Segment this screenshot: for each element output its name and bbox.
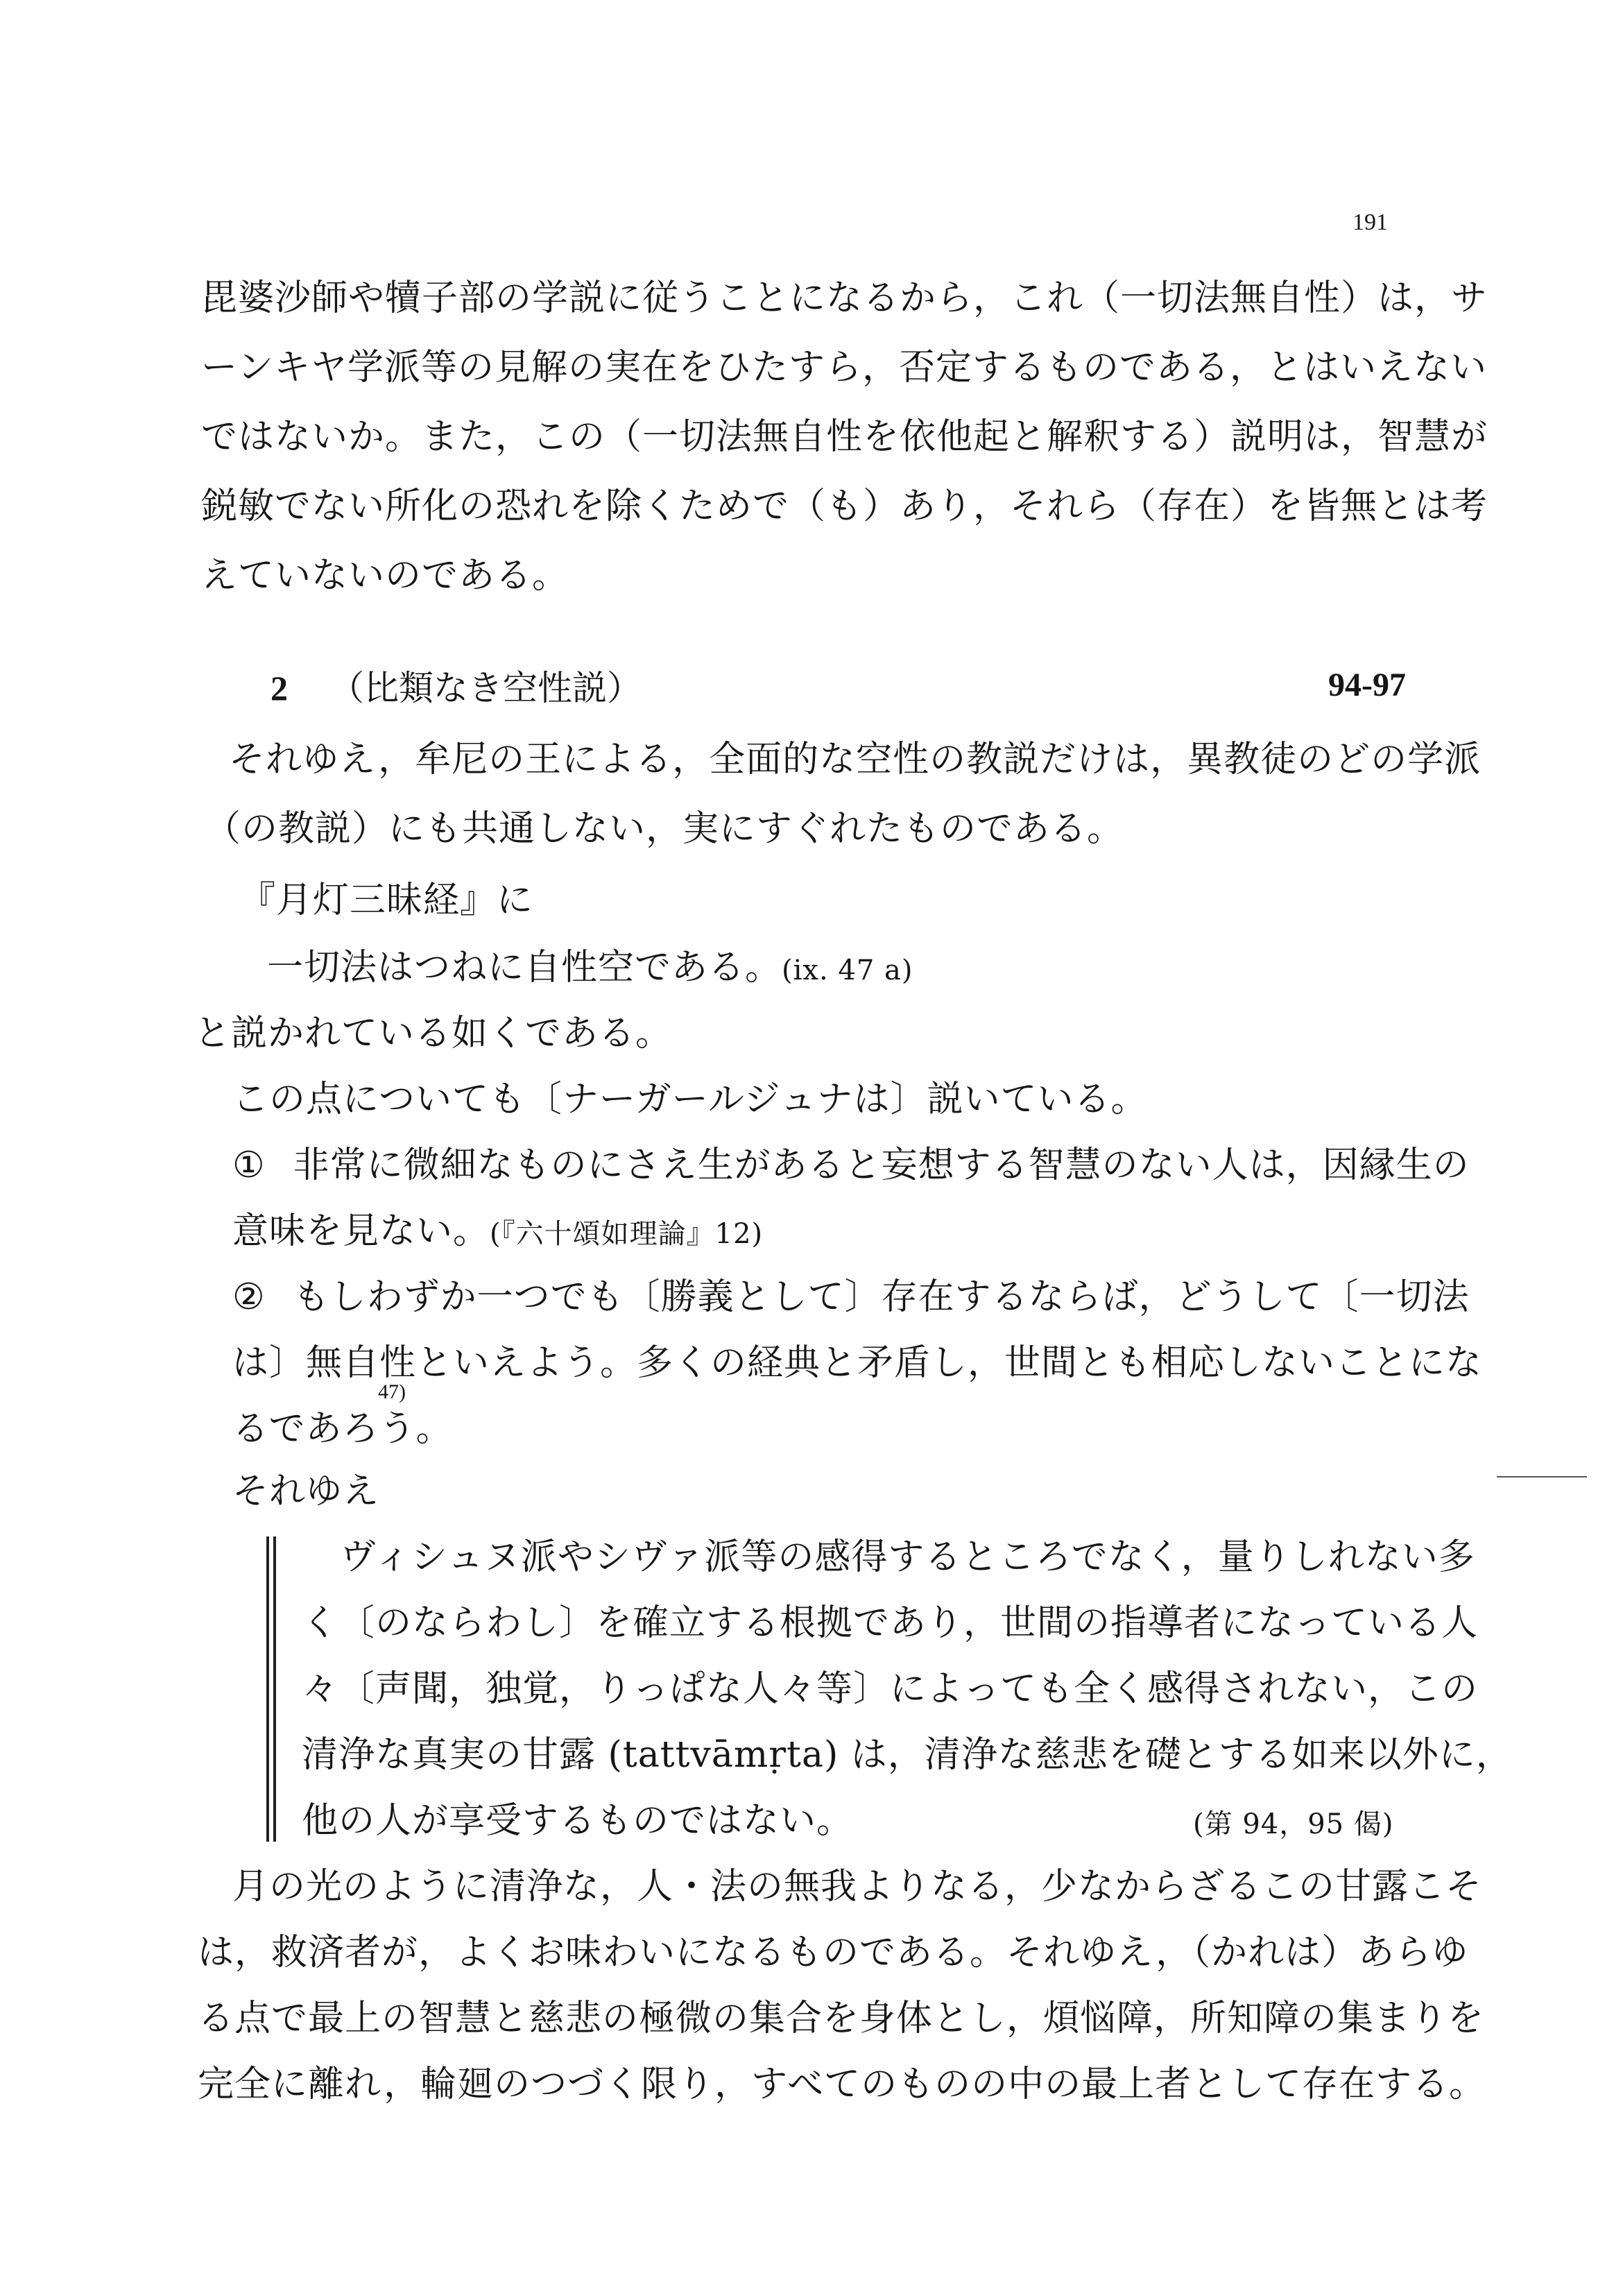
paragraph-line: は，救済者が，よくお味わいになるものである。それゆえ，（かれは）あらゆ xyxy=(198,1932,1469,1973)
section-heading xyxy=(270,664,642,712)
verse-ref: (『六十頌如理論』12) xyxy=(490,1218,764,1250)
verse-text: 意味を見ない。 xyxy=(232,1210,490,1252)
paragraph-line: 完全に離れ，輪廻のつづく限り，すべてのものの中の最上者として存在する。 xyxy=(198,2064,1486,2105)
block-quote-line: く〔のならわし〕を確立する根拠であり，世間の指導者になっている人 xyxy=(302,1602,1479,1644)
verse-text: もしわずか一つでも〔勝義として〕存在するならば，どうして〔一切法 xyxy=(293,1276,1470,1318)
margin-rule xyxy=(1497,1476,1587,1477)
block-quote-bar xyxy=(273,1536,276,1842)
block-quote-ref: (第 94，95 偈) xyxy=(1193,1808,1394,1840)
paragraph-line: それゆえ xyxy=(232,1471,380,1512)
verse-line: るであろう。 xyxy=(232,1408,453,1450)
block-quote-line: ヴィシュヌ派やシヴァ派等の感得するところでなく，量りしれない多 xyxy=(340,1536,1475,1578)
page-number: 191 xyxy=(1352,209,1388,235)
section-range: 94-97 xyxy=(1328,667,1406,703)
paragraph-line: 毘婆沙師や犢子部の学説に従うことになるから，これ（一切法無自性）は，サ xyxy=(201,277,1488,319)
verse-text: 非常に微細なものにさえ生があると妄想する智慧のない人は，因縁生の xyxy=(293,1145,1470,1186)
verse-line xyxy=(232,1207,1474,1258)
block-quote-line: 清浄な真実の甘露 (tattvāmṛta) は，清浄な慈悲を礎とする如来以外に， xyxy=(302,1734,1513,1776)
quote-body: 一切法はつねに自性空である。 xyxy=(267,947,782,988)
quote-text xyxy=(267,943,1509,995)
footnote-marker: 47) xyxy=(378,1380,406,1403)
verse-marker: ① xyxy=(232,1145,266,1186)
block-quote-line: 他の人が享受するものではない。 xyxy=(302,1800,854,1842)
paragraph-line: この点についても〔ナーガールジュナは〕説いている。 xyxy=(232,1079,1148,1120)
paragraph-line: 月の光のように清浄な，人・法の無我よりなる，少なからざるこの甘露こそ xyxy=(232,1866,1483,1908)
paragraph-line: それゆえ，牟尼の王による，全面的な空性の教説だけは，異教徒のどの学派 xyxy=(229,739,1482,780)
paragraph-line: ではないか。また，この（一切法無自性を依他起と解釈する）説明は，智慧が xyxy=(201,416,1488,458)
section-title: （比類なき空性説） xyxy=(329,668,642,708)
block-quote-bar xyxy=(266,1536,269,1842)
paragraph-line: ーンキヤ学派等の見解の実在をひたすら，否定するものである，とはいえない xyxy=(201,347,1487,388)
paragraph-line: 鋭敏でない所化の恐れを除くためで（も）あり，それら（存在）を皆無とは考 xyxy=(201,486,1488,527)
verse-marker: ② xyxy=(232,1276,266,1318)
paragraph-line: えていないのである。 xyxy=(201,555,569,597)
verse-line xyxy=(232,1141,1474,1190)
paragraph-line: （の教説）にも共通しない，実にすぐれたものである。 xyxy=(205,808,1124,850)
quote-intro: 『月灯三昧経』に xyxy=(239,880,534,921)
section-number: 2 xyxy=(270,669,288,708)
quote-ref: (ix. 47 a) xyxy=(782,954,913,986)
block-quote-line: 々〔声聞，独覚，りっぱな人々等〕によっても全く感得されない，この xyxy=(302,1668,1479,1710)
verse-line xyxy=(232,1273,1474,1321)
quote-outro: と説かれている如くである。 xyxy=(194,1013,673,1054)
paragraph-line: る点で最上の智慧と慈悲の極微の集合を身体とし，煩悩障，所知障の集まりを xyxy=(198,1998,1485,2039)
verse-line: は〕無自性といえよう。多くの経典と矛盾し，世間とも相応しないことにな xyxy=(232,1342,1483,1384)
